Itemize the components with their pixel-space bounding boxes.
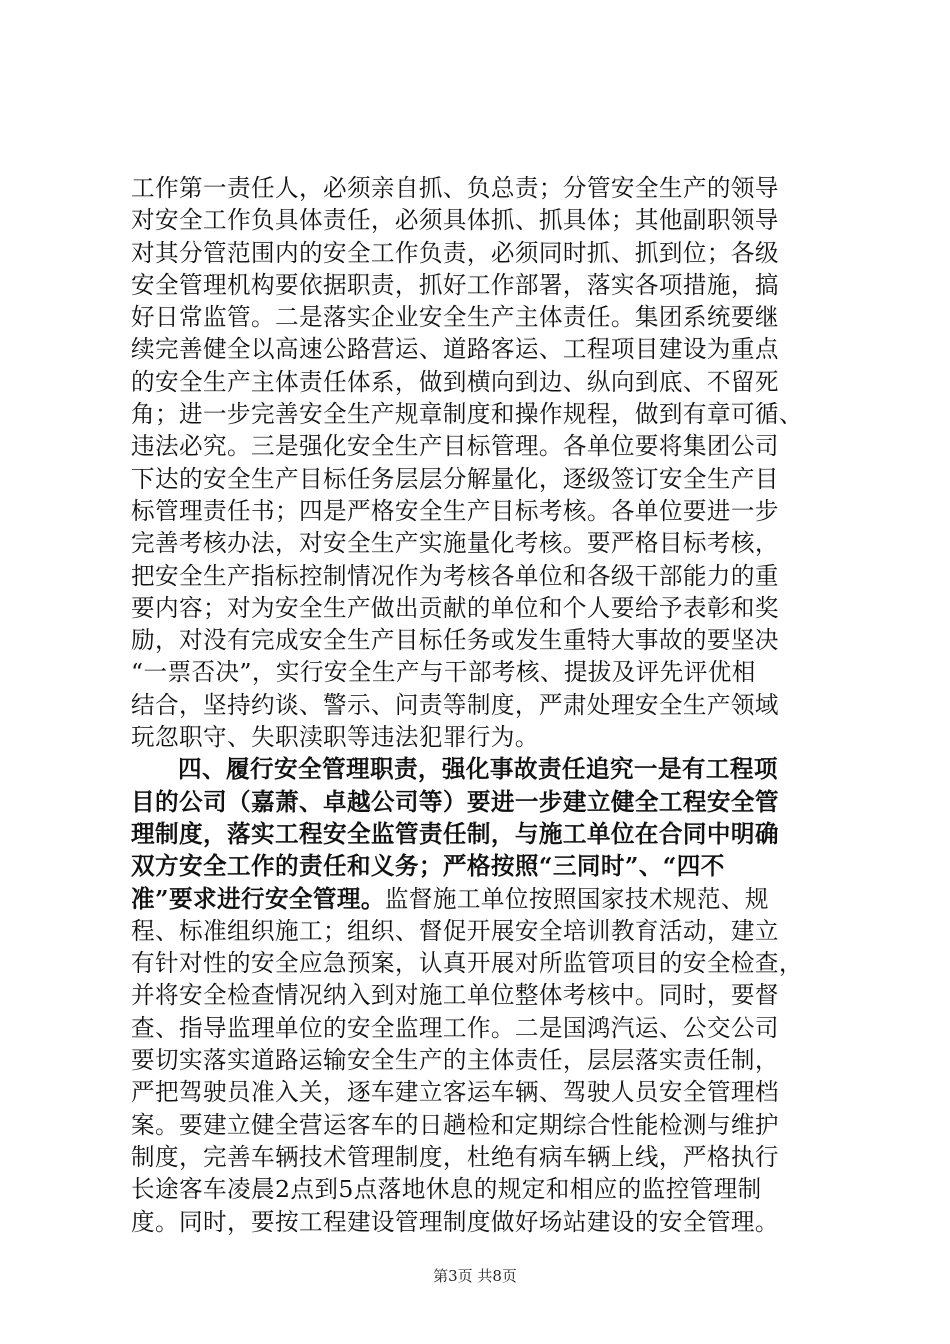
paragraph-line: 安全管理机构要依据职责，抓好工作部署，落实各项措施，搞 [131, 270, 779, 299]
paragraph-line: 程、标准组织施工；组织、督促开展安全培训教育活动，建立 [131, 916, 779, 945]
paragraph-line: 对其分管范围内的安全工作负责，必须同时抓、抓到位；各级 [131, 238, 779, 267]
section-heading-line: 目的公司（嘉萧、卓越公司等）要进一步建立健全工程安全管 [131, 787, 779, 816]
page-footer: 第3页 共8页 [433, 1267, 517, 1285]
paragraph-line: 工作第一责任人，必须亲自抓、负总责；分管安全生产的领导 [131, 174, 779, 202]
paragraph-line: 案。要建立健全营运客车的日趟检和定期综合性能检测与维护 [131, 1110, 779, 1139]
paragraph-line: 的安全生产主体责任体系，做到横向到边、纵向到底、不留死 [131, 367, 779, 396]
paragraph-line: 要切实落实道路运输安全生产的主体责任，层层落实责任制， [131, 1046, 779, 1075]
paragraph-line: 违法必究。三是强化安全生产目标管理。各单位要将集团公司 [131, 432, 779, 461]
section-heading-tail: 准”要求进行安全管理。 [131, 884, 385, 913]
paragraph-line: 标管理责任书；四是严格安全生产目标考核。各单位要进一步 [131, 496, 779, 525]
section-heading-line: 四、履行安全管理职责，强化事故责任追究一是有工程项 [178, 755, 778, 784]
paragraph-line: 好日常监管。二是落实企业安全生产主体责任。集团系统要继 [131, 303, 779, 332]
paragraph-line: 查、指导监理单位的安全监理工作。二是国鸿汽运、公交公司 [131, 1013, 779, 1042]
section-heading-line: 理制度，落实工程安全监管责任制，与施工单位在合同中明确 [131, 819, 779, 848]
document-body [131, 172, 831, 1238]
paragraph-line: 角；进一步完善安全生产规章制度和操作规程，做到有章可循、 [131, 400, 803, 429]
paragraph-line: 有针对性的安全应急预案，认真开展对所监管项目的安全检查， [131, 949, 803, 978]
paragraph-line: 励，对没有完成安全生产目标任务或发生重特大事故的要坚决 [131, 626, 779, 655]
paragraph-line: “一票否决”，实行安全生产与干部考核、提拔及评先评优相 [131, 658, 756, 687]
paragraph-line: 结合，坚持约谈、警示、问责等制度，严肃处理安全生产领域 [131, 690, 779, 719]
paragraph-line: 玩忽职守、失职渎职等违法犯罪行为。 [131, 723, 539, 752]
paragraph-line [131, 883, 831, 915]
paragraph-line: 续完善健全以高速公路营运、道路客运、工程项目建设为重点 [131, 335, 779, 364]
paragraph-line: 下达的安全生产目标任务层层分解量化，逐级签订安全生产目 [131, 464, 779, 493]
paragraph-line: 把安全生产指标控制情况作为考核各单位和各级干部能力的重 [131, 561, 779, 590]
section-heading-line: 双方安全工作的责任和义务；严格按照“三同时”、“四不 [131, 852, 725, 881]
paragraph-text: 监督施工单位按照国家技术规范、规 [384, 884, 769, 913]
paragraph-line: 完善考核办法，对安全生产实施量化考核。要严格目标考核， [131, 529, 779, 558]
paragraph-line: 制度，完善车辆技术管理制度，杜绝有病车辆上线，严格执行 [131, 1142, 779, 1171]
paragraph-line: 度。同时，要按工程建设管理制度做好场站建设的安全管理。 [131, 1207, 779, 1236]
paragraph-line: 严把驾驶员准入关，逐车建立客运车辆、驾驶人员安全管理档 [131, 1078, 779, 1107]
paragraph-line: 对安全工作负具体责任，必须具体抓、抓具体；其他副职领导 [131, 206, 779, 235]
paragraph-line: 要内容；对为安全生产做出贡献的单位和个人要给予表彰和奖 [131, 593, 779, 622]
paragraph-line: 长途客车凌晨2点到5点落地休息的规定和相应的监控管理制 [131, 1175, 762, 1204]
paragraph-line: 并将安全检查情况纳入到对施工单位整体考核中。同时，要督 [131, 981, 779, 1010]
